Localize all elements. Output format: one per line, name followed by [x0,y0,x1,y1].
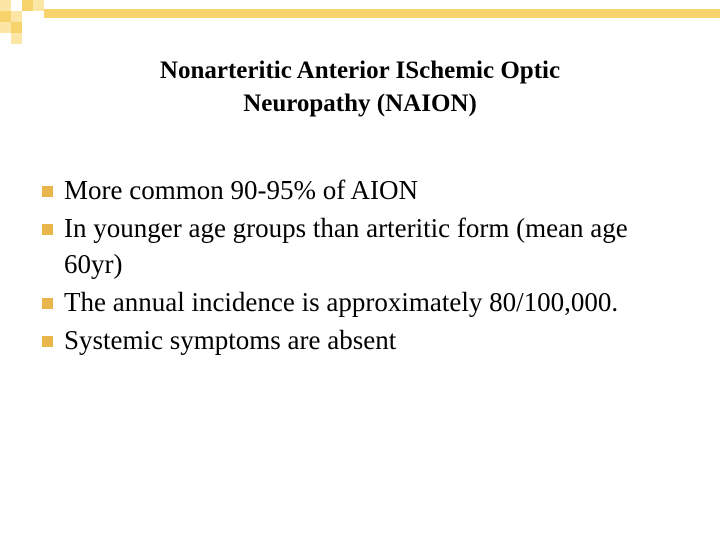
bullet-text: The annual incidence is approximately 80/100,000. [64,287,619,317]
corner-square [0,0,11,11]
corner-square [11,22,22,33]
top-accent-bar [44,9,720,18]
bullet-text: In younger age groups than arteritic form (mean age 60yr) [64,213,628,279]
slide-title-line-2: Neuropathy (NAION) [243,90,477,117]
bullet-item [0,284,720,320]
corner-square [0,22,11,33]
square-bullet-icon [42,186,53,197]
bullet-text: Systemic symptoms are absent [64,325,397,355]
corner-square [33,0,44,11]
bullet-item [0,210,720,282]
corner-square [22,11,33,22]
bullet-text: More common 90-95% of AION [64,175,418,205]
slide-title [0,54,720,120]
corner-square [11,0,22,11]
bullet-list [0,172,720,360]
bullet-item [0,172,720,208]
bullet-item [0,322,720,358]
corner-square [11,11,22,22]
square-bullet-icon [42,336,53,347]
corner-square [0,11,11,22]
corner-square [22,0,33,11]
square-bullet-icon [42,224,53,235]
slide-title-line-1: Nonarteritic Anterior ISchemic Optic [159,57,561,84]
square-bullet-icon [42,298,53,309]
corner-square [11,33,22,44]
